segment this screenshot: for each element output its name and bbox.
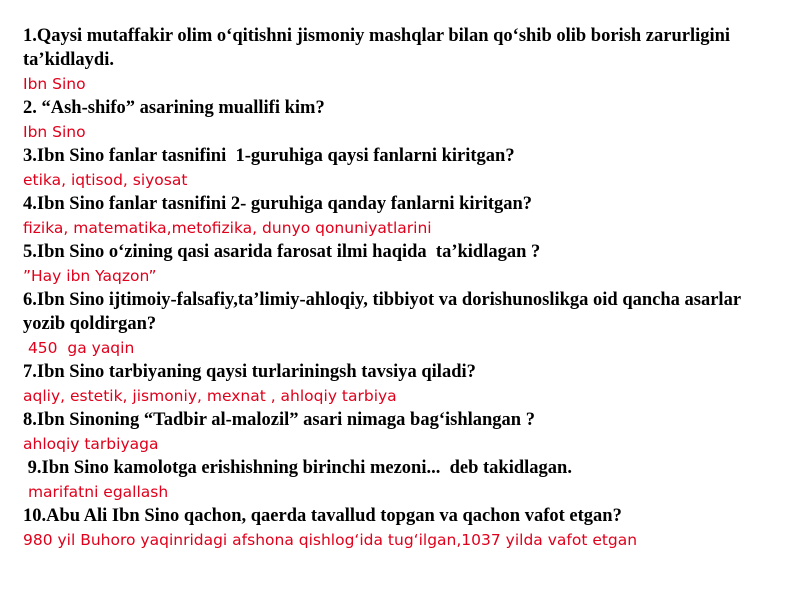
answer-9: marifatni egallash — [23, 483, 169, 501]
answer-10: 980 yil Buhoro yaqinridagi afshona qishlog‘ida tug‘ilgan,1037 yilda vafot etgan — [23, 531, 638, 549]
question-1: 1.Qaysi mutaffakir olim o‘qitishni jismoniy mashqlar bilan qo‘shib olib borish zarurligini ta’kidlaydi. — [23, 26, 735, 70]
question-10: 10.Abu Ali Ibn Sino qachon, qaerda tavallud topgan va qachon vafot etgan? — [23, 506, 622, 526]
answer-2: Ibn Sino — [23, 123, 86, 141]
answer-8: ahloqiy tarbiyaga — [23, 435, 159, 453]
question-8: 8.Ibn Sinoning “Tadbir al-malozil” asari nimaga bag‘ishlangan ? — [23, 410, 535, 430]
question-9: 9.Ibn Sino kamolotga erishishning birinchi mezoni... deb takidlagan. — [23, 458, 572, 478]
answer-6: 450 ga yaqin — [23, 339, 135, 357]
answer-5: ”Hay ibn Yaqzon” — [23, 267, 157, 285]
question-7: 7.Ibn Sino tarbiyaning qaysi turlariningsh tavsiya qiladi? — [23, 362, 476, 382]
question-2: 2. “Ash-shifo” asarining muallifi kim? — [23, 98, 325, 118]
answer-4: fizika, matematika,metofizika, dunyo qonuniyatlarini — [23, 219, 432, 237]
question-5: 5.Ibn Sino o‘zining qasi asarida farosat ilmi haqida ta’kidlagan ? — [23, 242, 541, 262]
answer-7: aqliy, estetik, jismoniy, mexnat , ahloqiy tarbiya — [23, 387, 397, 405]
answer-1: Ibn Sino — [23, 75, 86, 93]
question-4: 4.Ibn Sino fanlar tasnifini 2- guruhiga qanday fanlarni kiritgan? — [23, 194, 533, 214]
answer-3: etika, iqtisod, siyosat — [23, 171, 188, 189]
question-6: 6.Ibn Sino ijtimoiy-falsafiy,ta’limiy-ahloqiy, tibbiyot va dorishunoslikga oid qancha asarlar yozib qoldirgan? — [23, 290, 746, 334]
quiz-document — [23, 24, 783, 552]
question-3: 3.Ibn Sino fanlar tasnifini 1-guruhiga qaysi fanlarni kiritgan? — [23, 146, 515, 166]
